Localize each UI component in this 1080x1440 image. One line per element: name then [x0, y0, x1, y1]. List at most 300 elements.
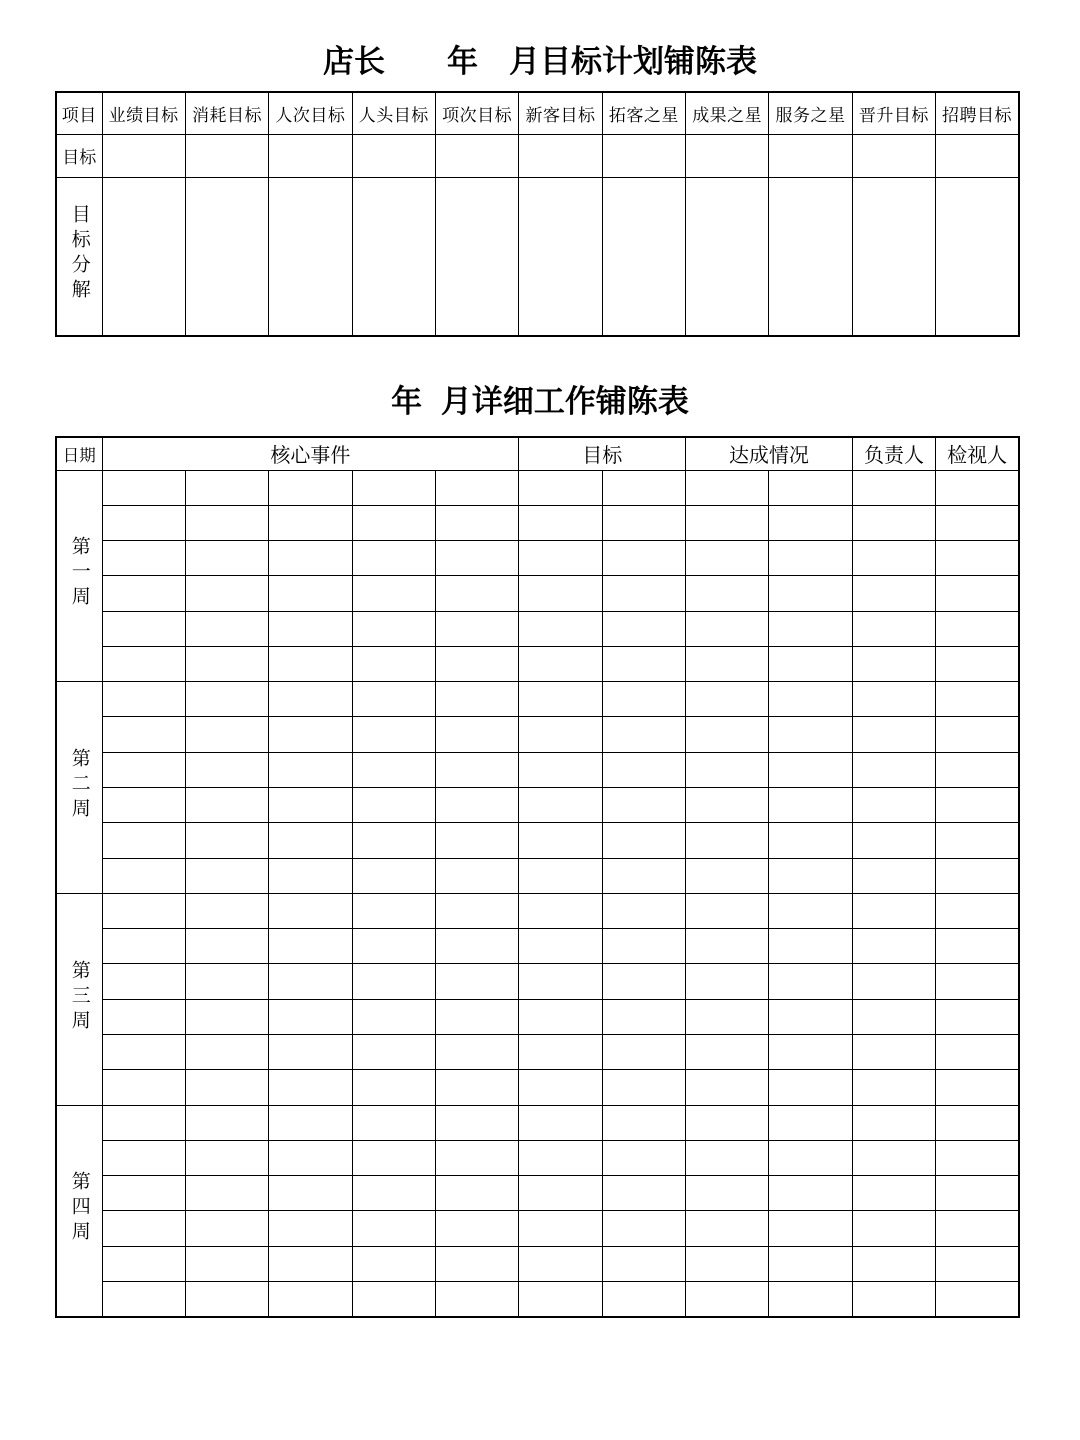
- work-detail-cell: [852, 1281, 935, 1316]
- work-detail-cell: [769, 1035, 852, 1070]
- work-detail-cell: [852, 611, 935, 646]
- work-detail-cell: [185, 646, 268, 681]
- work-detail-cell: [102, 505, 185, 540]
- work-detail-row: [56, 682, 1019, 717]
- work-detail-cell: [602, 929, 685, 964]
- work-detail-cell: [185, 717, 268, 752]
- work-detail-cell: [519, 929, 602, 964]
- work-detail-cell: [185, 858, 268, 893]
- work-detail-cell: [602, 788, 685, 823]
- work-detail-cell: [519, 682, 602, 717]
- work-detail-cell: [102, 717, 185, 752]
- goal-target-cell: [269, 134, 352, 177]
- week-label: 第一周: [68, 536, 91, 612]
- work-detail-cell: [936, 1211, 1019, 1246]
- work-detail-cell: [352, 858, 435, 893]
- work-detail-cell: [602, 470, 685, 505]
- work-detail-cell: [686, 1070, 769, 1105]
- work-detail-cell: [269, 646, 352, 681]
- header-visits-target: 人次目标: [269, 92, 352, 134]
- work-detail-cell: [602, 1035, 685, 1070]
- work-detail-cell: [102, 858, 185, 893]
- work-detail-cell: [769, 505, 852, 540]
- work-detail-cell: [269, 470, 352, 505]
- work-detail-cell: [769, 1140, 852, 1175]
- work-detail-cell: [936, 858, 1019, 893]
- work-detail-cell: [686, 541, 769, 576]
- work-detail-row: [56, 576, 1019, 611]
- work-detail-cell: [852, 505, 935, 540]
- work-detail-cell: [269, 823, 352, 858]
- work-detail-cell: [852, 752, 935, 787]
- work-detail-cell: [602, 541, 685, 576]
- work-detail-cell: [185, 893, 268, 928]
- work-detail-cell: [769, 1176, 852, 1211]
- work-detail-cell: [852, 1140, 935, 1175]
- goal-breakdown-cell: [519, 177, 602, 336]
- work-detail-cell: [352, 999, 435, 1034]
- work-detail-title: 年 月详细工作铺陈表: [391, 384, 689, 420]
- work-detail-table: [55, 436, 1020, 1318]
- work-detail-cell: [852, 646, 935, 681]
- work-detail-cell: [686, 1211, 769, 1246]
- work-detail-cell: [435, 1246, 518, 1281]
- work-detail-cell: [269, 1176, 352, 1211]
- work-detail-cell: [102, 752, 185, 787]
- header-owner: 负责人: [852, 437, 935, 470]
- work-detail-cell: [686, 929, 769, 964]
- header-prospecting-star: 拓客之星: [602, 92, 685, 134]
- work-detail-cell: [686, 1176, 769, 1211]
- work-detail-row: [56, 823, 1019, 858]
- work-detail-cell: [852, 1105, 935, 1140]
- work-detail-cell: [102, 893, 185, 928]
- work-detail-cell: [352, 1140, 435, 1175]
- work-detail-cell: [102, 470, 185, 505]
- work-detail-cell: [269, 576, 352, 611]
- work-detail-cell: [769, 1281, 852, 1316]
- work-detail-cell: [519, 788, 602, 823]
- work-detail-cell: [352, 893, 435, 928]
- work-detail-cell: [352, 1211, 435, 1246]
- goal-breakdown-cell: [352, 177, 435, 336]
- work-detail-cell: [936, 611, 1019, 646]
- work-detail-cell: [185, 964, 268, 999]
- work-detail-cell: [852, 717, 935, 752]
- work-detail-cell: [269, 964, 352, 999]
- work-detail-cell: [686, 1140, 769, 1175]
- work-detail-cell: [269, 1070, 352, 1105]
- work-detail-cell: [852, 576, 935, 611]
- work-detail-cell: [185, 1176, 268, 1211]
- work-detail-cell: [102, 611, 185, 646]
- work-detail-cell: [852, 470, 935, 505]
- work-detail-cell: [269, 1140, 352, 1175]
- work-detail-cell: [269, 1035, 352, 1070]
- goal-breakdown-cell: [602, 177, 685, 336]
- work-detail-cell: [352, 1281, 435, 1316]
- work-detail-row: [56, 964, 1019, 999]
- work-detail-row: [56, 1211, 1019, 1246]
- work-detail-cell: [686, 893, 769, 928]
- week-label-cell: [56, 893, 102, 1105]
- work-detail-cell: [352, 541, 435, 576]
- work-detail-cell: [352, 929, 435, 964]
- work-detail-cell: [936, 576, 1019, 611]
- work-detail-cell: [102, 576, 185, 611]
- work-detail-cell: [102, 646, 185, 681]
- work-detail-cell: [519, 717, 602, 752]
- goal-breakdown-cell: [936, 177, 1019, 336]
- work-detail-cell: [852, 1176, 935, 1211]
- work-detail-cell: [519, 752, 602, 787]
- work-detail-body: [56, 470, 1019, 1317]
- work-detail-cell: [435, 1176, 518, 1211]
- week-label-cell: [56, 470, 102, 682]
- work-detail-cell: [435, 1211, 518, 1246]
- work-detail-cell: [852, 1246, 935, 1281]
- work-detail-cell: [269, 1211, 352, 1246]
- work-detail-cell: [936, 682, 1019, 717]
- work-detail-cell: [185, 470, 268, 505]
- work-detail-cell: [435, 717, 518, 752]
- work-detail-row: [56, 788, 1019, 823]
- work-detail-cell: [352, 682, 435, 717]
- work-detail-cell: [185, 1035, 268, 1070]
- work-detail-cell: [435, 611, 518, 646]
- work-detail-cell: [936, 717, 1019, 752]
- goal-breakdown-row: [56, 177, 1019, 336]
- work-detail-cell: [686, 788, 769, 823]
- work-detail-cell: [352, 646, 435, 681]
- work-detail-cell: [185, 682, 268, 717]
- work-detail-cell: [936, 752, 1019, 787]
- work-detail-cell: [686, 999, 769, 1034]
- work-detail-cell: [102, 1281, 185, 1316]
- work-detail-cell: [769, 1105, 852, 1140]
- work-detail-cell: [852, 788, 935, 823]
- work-detail-cell: [519, 541, 602, 576]
- row-label-target: 目标: [56, 134, 102, 177]
- work-detail-cell: [185, 823, 268, 858]
- work-detail-cell: [769, 576, 852, 611]
- work-detail-cell: [686, 470, 769, 505]
- work-detail-cell: [769, 470, 852, 505]
- work-detail-cell: [185, 929, 268, 964]
- work-detail-cell: [102, 823, 185, 858]
- week-label-cell: [56, 1105, 102, 1317]
- work-detail-cell: [852, 1035, 935, 1070]
- work-detail-cell: [435, 576, 518, 611]
- work-detail-cell: [936, 929, 1019, 964]
- work-detail-cell: [936, 1281, 1019, 1316]
- work-detail-cell: [102, 929, 185, 964]
- work-header-row: [56, 437, 1019, 470]
- header-promotion-target: 晋升目标: [852, 92, 935, 134]
- work-detail-row: [56, 1246, 1019, 1281]
- header-core-events: 核心事件: [102, 437, 519, 470]
- work-detail-cell: [352, 788, 435, 823]
- work-detail-cell: [936, 1176, 1019, 1211]
- work-detail-cell: [519, 611, 602, 646]
- work-detail-cell: [602, 893, 685, 928]
- work-detail-cell: [435, 1035, 518, 1070]
- work-detail-cell: [602, 611, 685, 646]
- work-detail-row: [56, 717, 1019, 752]
- work-detail-cell: [602, 646, 685, 681]
- work-detail-cell: [185, 999, 268, 1034]
- work-detail-cell: [852, 858, 935, 893]
- work-detail-cell: [185, 1070, 268, 1105]
- work-detail-cell: [936, 893, 1019, 928]
- work-detail-cell: [435, 999, 518, 1034]
- work-detail-cell: [352, 576, 435, 611]
- work-detail-cell: [352, 964, 435, 999]
- work-detail-cell: [602, 1246, 685, 1281]
- work-detail-cell: [102, 1140, 185, 1175]
- work-detail-cell: [686, 1035, 769, 1070]
- work-detail-cell: [519, 964, 602, 999]
- work-detail-cell: [686, 752, 769, 787]
- work-detail-cell: [102, 999, 185, 1034]
- work-detail-row: [56, 646, 1019, 681]
- header-headcount-target: 人头目标: [352, 92, 435, 134]
- work-detail-cell: [602, 717, 685, 752]
- work-detail-cell: [769, 788, 852, 823]
- work-detail-cell: [435, 1070, 518, 1105]
- work-detail-cell: [352, 1176, 435, 1211]
- header-item: 项目: [56, 92, 102, 134]
- work-detail-cell: [686, 717, 769, 752]
- work-detail-cell: [352, 752, 435, 787]
- work-detail-cell: [102, 788, 185, 823]
- work-detail-cell: [519, 1246, 602, 1281]
- work-detail-cell: [769, 1211, 852, 1246]
- work-detail-cell: [352, 470, 435, 505]
- work-detail-cell: [269, 893, 352, 928]
- work-detail-cell: [102, 1211, 185, 1246]
- work-detail-cell: [519, 1211, 602, 1246]
- work-detail-cell: [102, 1105, 185, 1140]
- work-detail-cell: [769, 646, 852, 681]
- work-detail-cell: [519, 1281, 602, 1316]
- work-detail-cell: [185, 1246, 268, 1281]
- work-detail-cell: [769, 858, 852, 893]
- goal-plan-title: 店长 年 月目标计划铺陈表: [323, 44, 757, 80]
- work-detail-cell: [102, 682, 185, 717]
- work-detail-cell: [435, 470, 518, 505]
- work-detail-cell: [936, 470, 1019, 505]
- work-detail-cell: [269, 611, 352, 646]
- header-service-items-target: 项次目标: [435, 92, 518, 134]
- work-detail-cell: [102, 964, 185, 999]
- week-label: 第三周: [68, 959, 91, 1035]
- row-label-target-breakdown-cell: [56, 177, 102, 336]
- header-achievement: 达成情况: [686, 437, 853, 470]
- work-detail-row: [56, 541, 1019, 576]
- work-detail-cell: [269, 1246, 352, 1281]
- work-detail-cell: [936, 964, 1019, 999]
- work-detail-cell: [519, 576, 602, 611]
- work-detail-cell: [269, 858, 352, 893]
- work-detail-cell: [185, 1105, 268, 1140]
- work-detail-cell: [102, 1176, 185, 1211]
- work-detail-cell: [936, 823, 1019, 858]
- work-detail-row: [56, 1140, 1019, 1175]
- work-detail-cell: [435, 1105, 518, 1140]
- work-detail-cell: [519, 893, 602, 928]
- work-detail-cell: [435, 682, 518, 717]
- work-detail-cell: [936, 1105, 1019, 1140]
- work-detail-cell: [519, 505, 602, 540]
- work-detail-cell: [435, 541, 518, 576]
- work-detail-row: [56, 752, 1019, 787]
- week-label: 第二周: [68, 748, 91, 824]
- work-detail-cell: [519, 1070, 602, 1105]
- work-detail-cell: [435, 1281, 518, 1316]
- work-detail-cell: [269, 752, 352, 787]
- goal-target-cell: [102, 134, 185, 177]
- work-detail-cell: [852, 964, 935, 999]
- goal-target-cell: [602, 134, 685, 177]
- work-detail-cell: [769, 893, 852, 928]
- work-detail-cell: [352, 611, 435, 646]
- work-detail-cell: [852, 1211, 935, 1246]
- work-detail-cell: [519, 1140, 602, 1175]
- work-detail-cell: [519, 999, 602, 1034]
- goal-target-cell: [352, 134, 435, 177]
- work-detail-cell: [686, 505, 769, 540]
- work-detail-cell: [852, 999, 935, 1034]
- work-detail-cell: [686, 576, 769, 611]
- work-detail-cell: [769, 682, 852, 717]
- goal-target-cell: [686, 134, 769, 177]
- work-detail-cell: [769, 999, 852, 1034]
- work-detail-row: [56, 505, 1019, 540]
- work-detail-cell: [352, 717, 435, 752]
- work-detail-cell: [852, 541, 935, 576]
- work-detail-cell: [185, 788, 268, 823]
- work-detail-cell: [435, 893, 518, 928]
- work-detail-cell: [686, 858, 769, 893]
- work-detail-cell: [936, 1070, 1019, 1105]
- work-detail-cell: [852, 1070, 935, 1105]
- work-detail-cell: [769, 611, 852, 646]
- work-detail-cell: [185, 752, 268, 787]
- work-detail-cell: [269, 541, 352, 576]
- work-detail-row: [56, 858, 1019, 893]
- work-detail-cell: [686, 1281, 769, 1316]
- goal-header-row: [56, 92, 1019, 134]
- work-detail-cell: [769, 717, 852, 752]
- goal-breakdown-cell: [102, 177, 185, 336]
- header-date: 日期: [56, 437, 102, 470]
- week-label-cell: [56, 682, 102, 894]
- work-detail-cell: [769, 1246, 852, 1281]
- work-detail-cell: [435, 752, 518, 787]
- work-detail-cell: [269, 788, 352, 823]
- work-detail-cell: [936, 1035, 1019, 1070]
- work-detail-cell: [936, 1246, 1019, 1281]
- work-detail-cell: [435, 858, 518, 893]
- header-recruitment-target: 招聘目标: [936, 92, 1019, 134]
- work-detail-cell: [936, 788, 1019, 823]
- work-detail-cell: [269, 929, 352, 964]
- work-detail-cell: [602, 1140, 685, 1175]
- header-consumption-target: 消耗目标: [185, 92, 268, 134]
- work-detail-cell: [686, 611, 769, 646]
- work-detail-cell: [269, 1281, 352, 1316]
- work-detail-cell: [435, 964, 518, 999]
- header-performance-target: 业绩目标: [102, 92, 185, 134]
- work-detail-row: [56, 999, 1019, 1034]
- work-detail-cell: [269, 999, 352, 1034]
- work-detail-cell: [435, 823, 518, 858]
- work-detail-cell: [602, 1070, 685, 1105]
- work-detail-cell: [602, 964, 685, 999]
- work-detail-cell: [852, 823, 935, 858]
- work-detail-cell: [519, 858, 602, 893]
- work-detail-cell: [852, 893, 935, 928]
- work-detail-cell: [602, 576, 685, 611]
- work-detail-cell: [352, 1035, 435, 1070]
- work-detail-row: [56, 470, 1019, 505]
- work-detail-cell: [519, 1105, 602, 1140]
- goal-breakdown-cell: [769, 177, 852, 336]
- work-detail-cell: [936, 646, 1019, 681]
- work-detail-cell: [936, 1140, 1019, 1175]
- goal-target-cell: [185, 134, 268, 177]
- work-detail-cell: [602, 752, 685, 787]
- work-detail-cell: [102, 1070, 185, 1105]
- work-detail-cell: [602, 858, 685, 893]
- work-detail-cell: [769, 1070, 852, 1105]
- work-detail-cell: [102, 1035, 185, 1070]
- work-detail-cell: [519, 823, 602, 858]
- work-detail-cell: [686, 1105, 769, 1140]
- work-detail-cell: [686, 682, 769, 717]
- work-detail-cell: [602, 1105, 685, 1140]
- work-detail-cell: [269, 1105, 352, 1140]
- work-detail-cell: [769, 929, 852, 964]
- work-detail-cell: [269, 717, 352, 752]
- work-detail-cell: [602, 1211, 685, 1246]
- work-detail-cell: [269, 682, 352, 717]
- goal-target-cell: [769, 134, 852, 177]
- work-detail-row: [56, 1070, 1019, 1105]
- work-detail-cell: [185, 505, 268, 540]
- goal-target-cell: [435, 134, 518, 177]
- work-detail-cell: [686, 964, 769, 999]
- work-detail-cell: [602, 1281, 685, 1316]
- work-detail-cell: [102, 541, 185, 576]
- week-label: 第四周: [68, 1171, 91, 1247]
- work-detail-cell: [352, 1105, 435, 1140]
- goal-breakdown-cell: [852, 177, 935, 336]
- work-detail-cell: [936, 505, 1019, 540]
- work-detail-cell: [602, 682, 685, 717]
- work-detail-row: [56, 1281, 1019, 1316]
- work-detail-cell: [352, 823, 435, 858]
- header-reviewer: 检视人: [936, 437, 1019, 470]
- work-detail-cell: [852, 929, 935, 964]
- work-detail-cell: [435, 1140, 518, 1175]
- row-label-target-breakdown: 目标分解: [68, 204, 91, 305]
- work-detail-row: [56, 1176, 1019, 1211]
- work-detail-cell: [185, 1140, 268, 1175]
- work-detail-cell: [852, 682, 935, 717]
- work-detail-cell: [269, 505, 352, 540]
